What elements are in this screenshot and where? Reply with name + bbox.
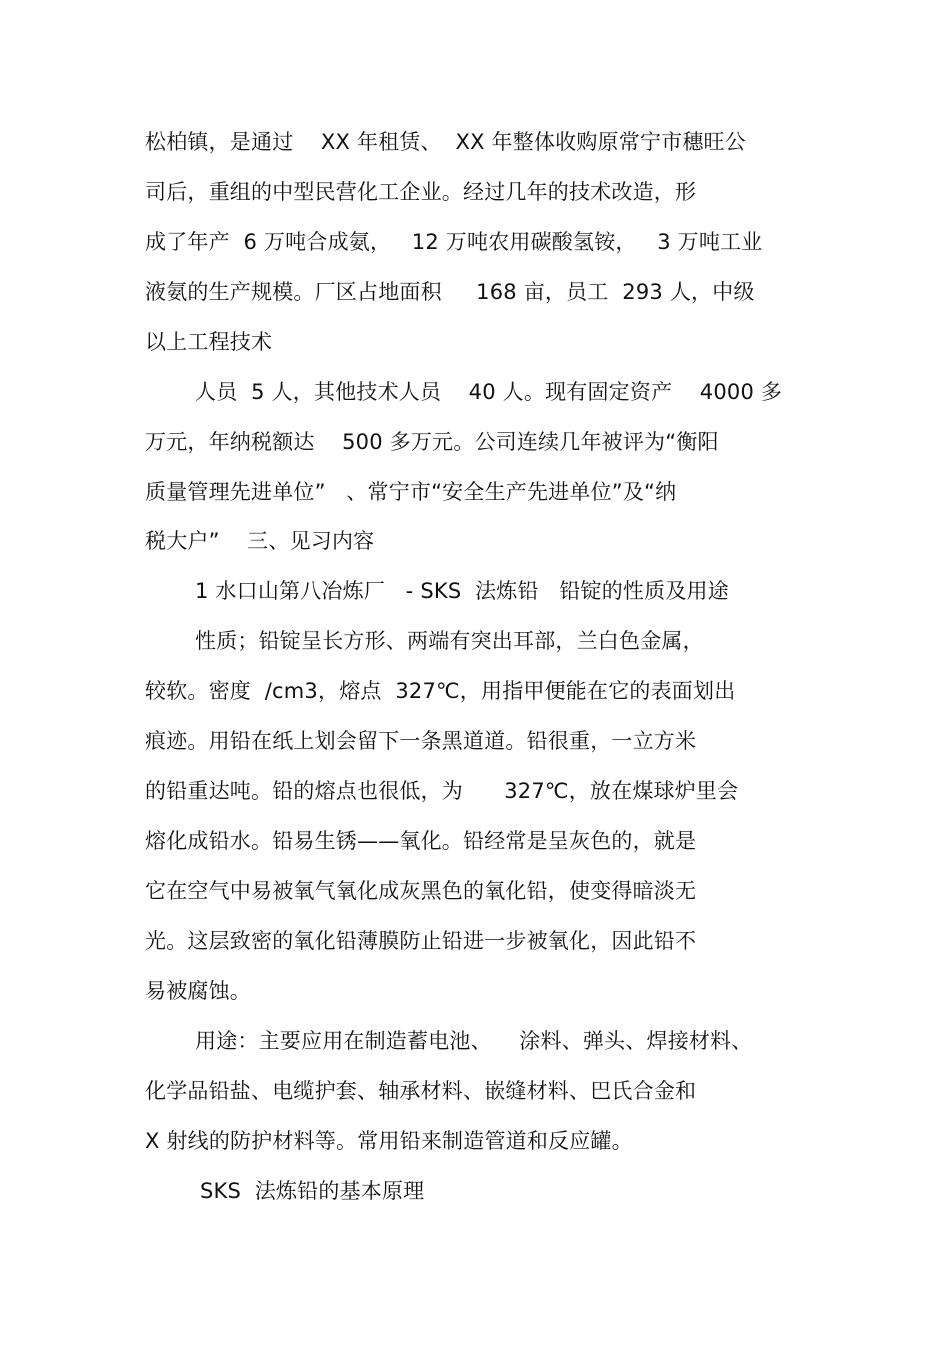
section-heading: SKS 法炼铅的基本原理	[200, 1179, 425, 1203]
text-line-12: 较软。密度 /cm3，熔点 327℃，用指甲便能在它的表面划出	[145, 679, 736, 703]
text-line-4: 液氨的生产规模。厂区占地面积 168 亩，员工 293 人，中级	[145, 280, 755, 304]
text-line-8: 质量管理先进单位” 、常宁市“安全生产先进单位”及“纳	[145, 480, 677, 504]
text-line-20: 化学品铅盐、电缆护套、轴承材料、嵌缝材料、巴氏合金和	[145, 1079, 697, 1103]
text-line-17: 光。这层致密的氧化铅薄膜防止铅进一步被氧化，因此铅不	[145, 929, 697, 953]
text-line-10: 1 水口山第八冶炼厂 - SKS 法炼铅 铅锭的性质及用途	[195, 579, 729, 603]
text-line-18: 易被腐蚀。	[145, 979, 251, 1003]
text-line-2: 司后，重组的中型民营化工企业。经过几年的技术改造，形	[145, 180, 697, 204]
text-line-9: 税大户” 三、见习内容	[145, 529, 375, 553]
text-line-15: 熔化成铅水。铅易生锈——氧化。铅经常是呈灰色的，就是	[145, 829, 697, 853]
text-line-11: 性质；铅锭呈长方形、两端有突出耳部，兰白色金属，	[195, 629, 704, 653]
text-line-3: 成了年产 6 万吨合成氨， 12 万吨农用碳酸氢铵， 3 万吨工业	[145, 230, 763, 254]
text-line-1: 松柏镇，是通过 XX 年租赁、 XX 年整体收购原常宁市穗旺公	[145, 130, 746, 154]
text-line-19: 用途：主要应用在制造蓄电池、 涂料、弹头、焊接材料、	[195, 1029, 753, 1053]
text-line-13: 痕迹。用铅在纸上划会留下一条黑道道。铅很重，一立方米	[145, 729, 697, 753]
text-line-6: 人员 5 人，其他技术人员 40 人。现有固定资产 4000 多	[195, 380, 783, 404]
text-line-7: 万元，年纳税额达 500 多万元。公司连续几年被评为“衡阳	[145, 430, 719, 454]
text-line-16: 它在空气中易被氧气氧化成灰黑色的氧化铅，使变得暗淡无	[145, 879, 697, 903]
text-line-14: 的铅重达吨。铅的熔点也很低，为 327℃，放在煤球炉里会	[145, 779, 739, 803]
text-line-21: X 射线的防护材料等。常用铅来制造管道和反应罐。	[145, 1129, 633, 1153]
text-line-5: 以上工程技术	[145, 330, 273, 354]
